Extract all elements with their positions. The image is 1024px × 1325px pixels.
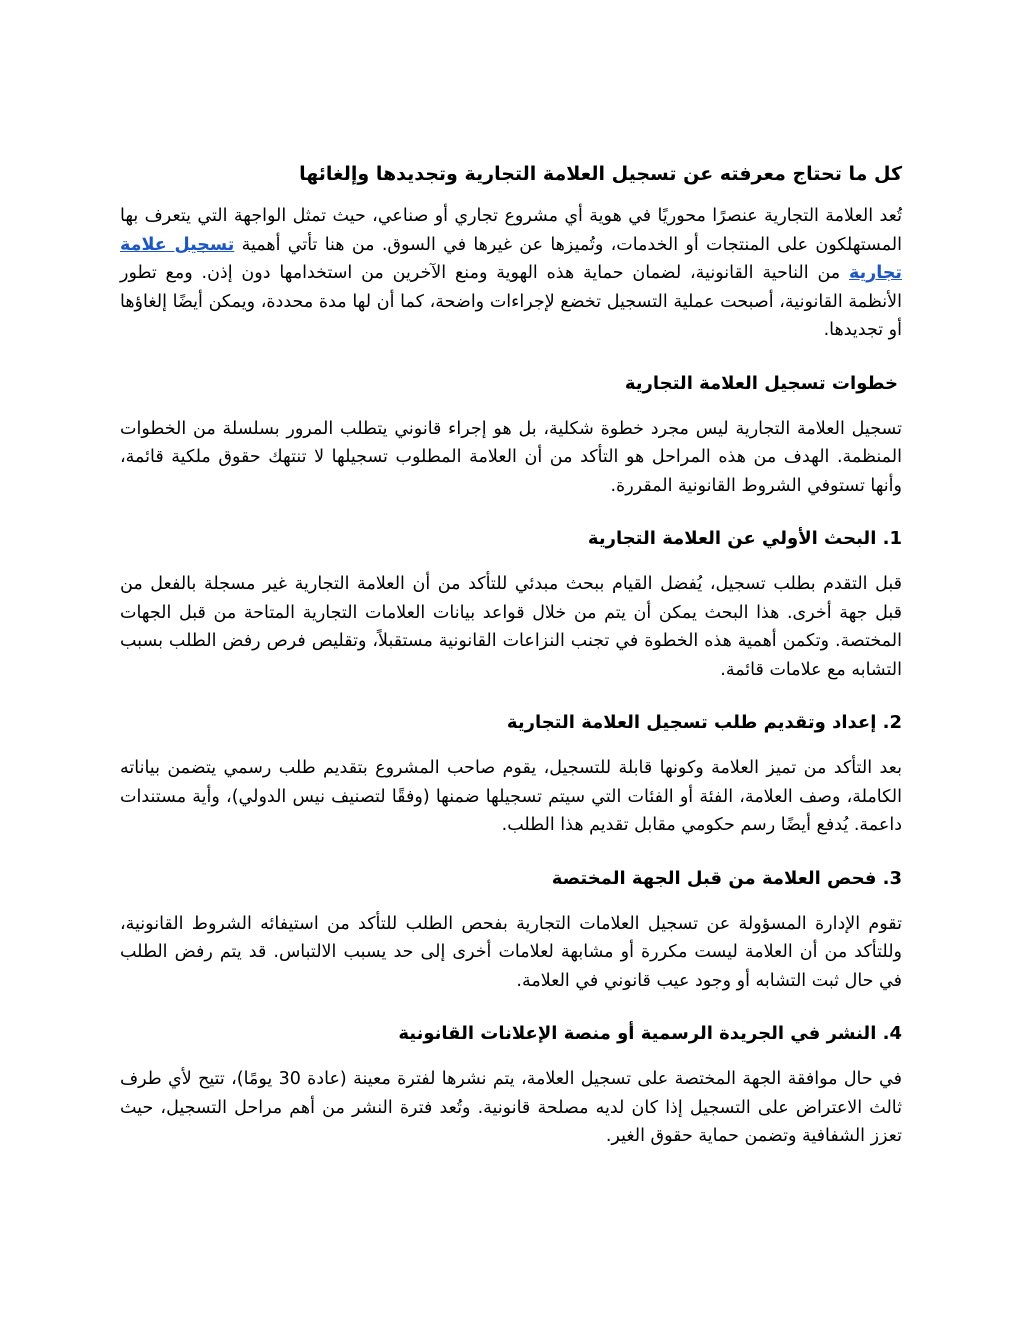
section-body-publication: في حال موافقة الجهة المختصة على تسجيل العلامة، يتم نشرها لفترة معينة (عادة 30 يومًا)، تتيح لأي طرف ثالث الاعتراض على التسجيل إذا كان لديه مصلحة قانونية. وتُعد فترة النشر من أهم مراحل التسجيل، حيث تعزز الشفافية وتضمن حماية حقوق الغير. xyxy=(120,1069,902,1146)
section-body-examination: تقوم الإدارة المسؤولة عن تسجيل العلامات التجارية بفحص الطلب للتأكد من استيفائه الشروط القانونية، وللتأكد من أن العلامة ليست مكررة أو مشابهة لعلامات أخرى إلى حد يسبب الالتباس. قد يتم رفض الطلب في حال ثبت التشابه أو وجود عيب قانوني في العلامة. xyxy=(120,913,902,991)
section-body-registration-steps: تسجيل العلامة التجارية ليس مجرد خطوة شكلية، بل هو إجراء قانوني يتطلب المرور بسلسلة من الخطوات المنظمة. الهدف من هذه المراحل هو التأكد من أن العلامة المطلوب تسجيلها لا تنتهك حقوق ملكية قائمة، وأنها تستوفي الشروط القانونية المقررة. xyxy=(120,418,902,496)
document-body xyxy=(120,158,902,1174)
intro-text-before-link: تُعد العلامة التجارية عنصرًا محوريًا في هوية أي مشروع تجاري أو صناعي، حيث تمثل الواجهة التي يتعرف بها المستهلكون على المنتجات أو الخدمات، وتُميزها عن غيرها في السوق. من هنا تأتي أهمية xyxy=(120,206,902,255)
section-heading-publication: 4. النشر في الجريدة الرسمية أو منصة الإعلانات القانونية xyxy=(398,1023,902,1044)
section-body-application: بعد التأكد من تميز العلامة وكونها قابلة للتسجيل، يقوم صاحب المشروع بتقديم طلب رسمي يتضمن بياناته الكاملة، وصف العلامة، الفئة أو الفئات التي سيتم تسجيلها ضمنها (وفقًا لتصنيف نيس الدولي)، وأية مستندات داعمة. يُدفع أيضًا رسم حكومي مقابل تقديم هذا الطلب. xyxy=(120,758,902,835)
intro-text-after-link: من الناحية القانونية، لضمان حماية هذه الهوية ومنع الآخرين من استخدامها دون إذن. ومع تطور الأنظمة القانونية، أصبحت عملية التسجيل تخضع لإجراءات واضحة، كما أن لها مدة محددة، ويمكن أيضًا إلغاؤها أو تجديدها. xyxy=(120,263,902,340)
section-heading-application: 2. إعداد وتقديم طلب تسجيل العلامة التجارية xyxy=(506,712,902,733)
section-heading-registration-steps: خطوات تسجيل العلامة التجارية xyxy=(624,372,898,394)
intro-paragraph xyxy=(120,202,902,345)
document-title: كل ما تحتاج معرفته عن تسجيل العلامة التجارية وتجديدها وإلغائها xyxy=(299,163,902,185)
trademark-registration-link[interactable]: تسجيل علامة تجارية xyxy=(120,234,902,283)
section-heading-initial-search: 1. البحث الأولي عن العلامة التجارية xyxy=(587,528,902,549)
section-body-initial-search: قبل التقدم بطلب تسجيل، يُفضل القيام ببحث مبدئي للتأكد من أن العلامة التجارية غير مسجلة بالفعل من قبل جهة أخرى. هذا البحث يمكن أن يتم من خلال قواعد بيانات العلامات التجارية المتاحة من قبل الجهات المختصة. وتكمن أهمية هذه الخطوة في تجنب النزاعات القانونية مستقبلاً، وتقليص فرص رفض الطلب بسبب التشابه مع علامات قائمة. xyxy=(120,574,902,680)
section-heading-examination: 3. فحص العلامة من قبل الجهة المختصة xyxy=(551,867,902,889)
